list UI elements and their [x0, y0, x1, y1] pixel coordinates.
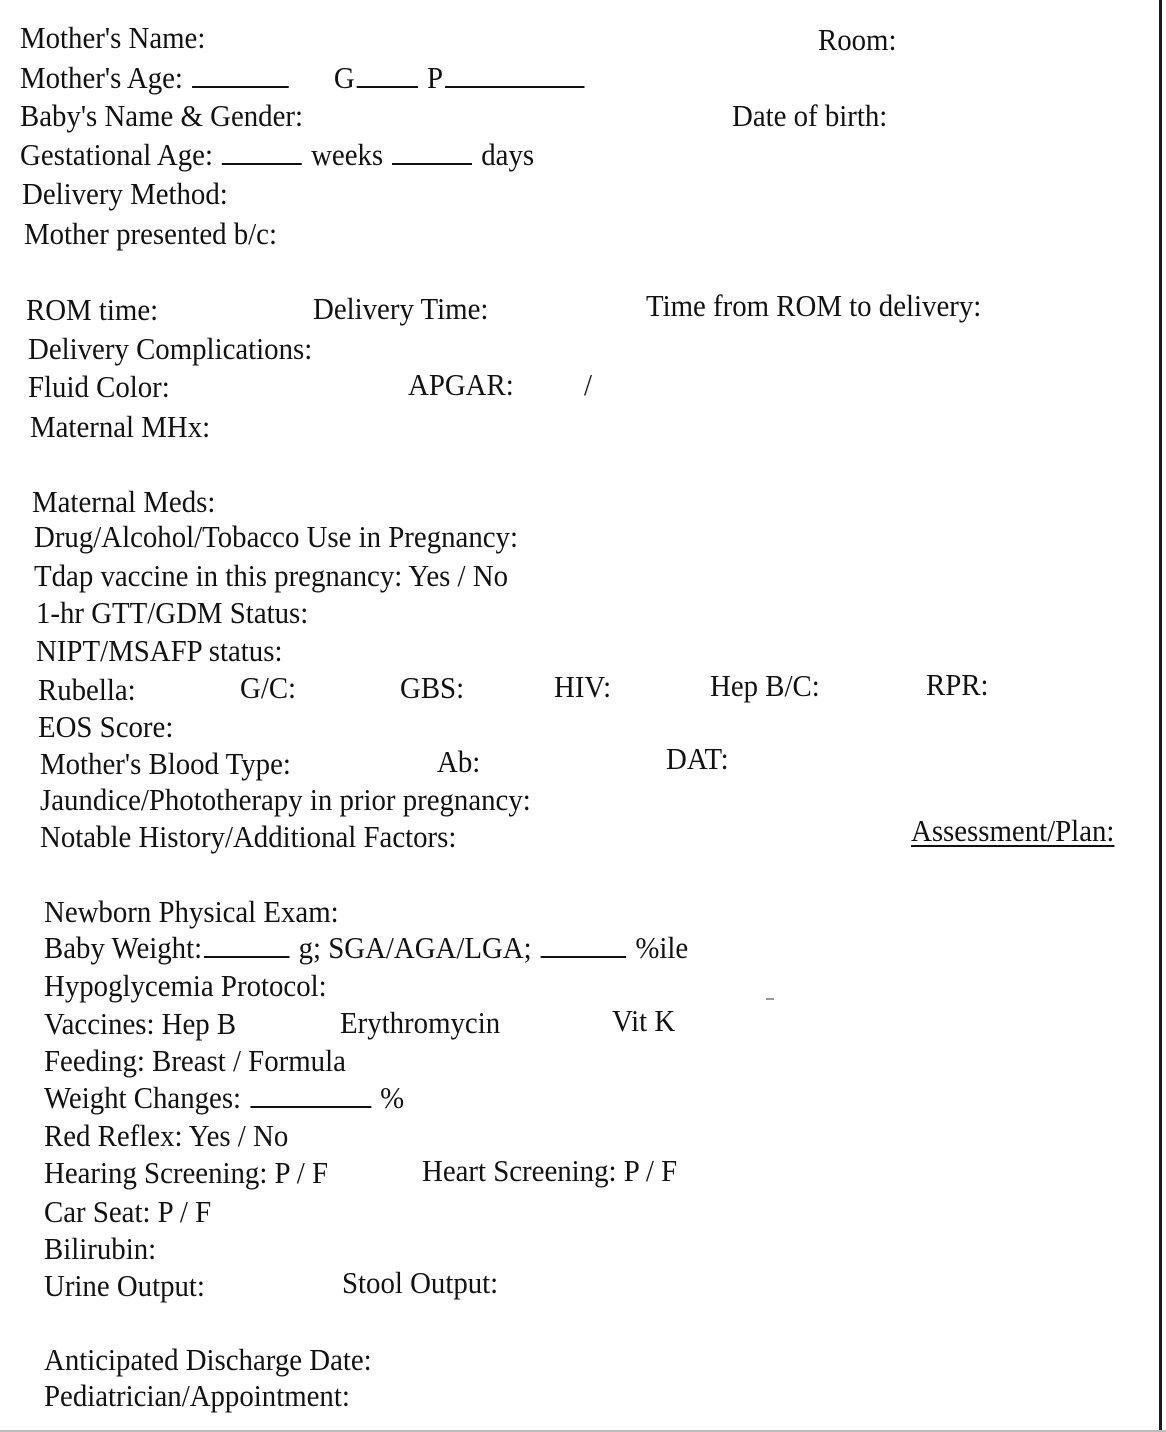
hearing-screening-label: Hearing Screening: P / F	[44, 1155, 328, 1190]
newborn-exam-label: Newborn Physical Exam:	[44, 894, 339, 929]
weight-changes-row	[44, 1080, 404, 1116]
mother-presented-label: Mother presented b/c:	[24, 216, 277, 251]
hypoglycemia-label: Hypoglycemia Protocol:	[44, 968, 327, 1003]
maternal-mhx-label: Maternal MHx:	[30, 409, 211, 444]
baby-weight-row	[44, 930, 688, 966]
assessment-plan-heading: Assessment/Plan:	[911, 813, 1115, 848]
date-of-birth-label: Date of birth:	[732, 98, 888, 133]
gravida-blank[interactable]	[357, 85, 418, 88]
delivery-complications-label: Delivery Complications:	[28, 331, 313, 366]
vaccines-hepb-label: Vaccines: Hep B	[44, 1006, 237, 1041]
urine-output-label: Urine Output:	[44, 1268, 205, 1303]
percent-label: %	[380, 1080, 405, 1115]
mothers-age-row	[20, 60, 586, 96]
gestational-age-label: Gestational Age:	[20, 137, 213, 172]
percentile-label: %ile	[635, 930, 689, 965]
fluid-color-label: Fluid Color:	[28, 369, 170, 404]
weight-unit-label: g; SGA/AGA/LGA;	[298, 930, 532, 965]
gbs-label: GBS:	[400, 670, 465, 705]
weeks-label: weeks	[311, 137, 384, 172]
para-label: P	[426, 60, 444, 95]
eos-score-label: EOS Score:	[38, 709, 174, 744]
gestational-age-row	[20, 137, 534, 173]
baby-weight-label: Baby Weight:	[44, 930, 203, 965]
pediatrician-label: Pediatrician/Appointment:	[44, 1378, 350, 1413]
rubella-label: Rubella:	[38, 672, 136, 707]
gtt-gdm-label: 1-hr GTT/GDM Status:	[36, 595, 309, 630]
mothers-age-label: Mother's Age:	[20, 60, 183, 95]
erythromycin-label: Erythromycin	[340, 1005, 501, 1040]
bilirubin-label: Bilirubin:	[44, 1231, 157, 1266]
jaundice-label: Jaundice/Phototherapy in prior pregnancy:	[40, 782, 531, 817]
blood-type-label: Mother's Blood Type:	[40, 746, 291, 781]
stool-output-label: Stool Output:	[342, 1265, 499, 1300]
mothers-age-blank[interactable]	[192, 85, 289, 88]
heart-screening-label: Heart Screening: P / F	[422, 1153, 678, 1188]
time-rom-to-delivery-label: Time from ROM to delivery:	[646, 288, 982, 323]
weeks-blank[interactable]	[222, 162, 302, 165]
percentile-blank[interactable]	[541, 955, 627, 958]
scan-speck	[766, 998, 774, 1000]
rpr-label: RPR:	[926, 667, 989, 702]
weight-changes-blank[interactable]	[250, 1105, 371, 1108]
weight-changes-label: Weight Changes:	[44, 1080, 242, 1115]
car-seat-label: Car Seat: P / F	[44, 1194, 212, 1229]
gravida-label: G	[333, 60, 355, 95]
tdap-label: Tdap vaccine in this pregnancy: Yes / No	[34, 558, 508, 593]
hep-bc-label: Hep B/C:	[710, 668, 820, 703]
ab-label: Ab:	[437, 744, 481, 779]
mothers-name-label: Mother's Name:	[20, 20, 206, 55]
gc-label: G/C:	[240, 670, 297, 705]
delivery-method-label: Delivery Method:	[22, 176, 228, 211]
apgar-label: APGAR:	[408, 367, 514, 402]
discharge-date-label: Anticipated Discharge Date:	[44, 1342, 372, 1377]
days-label: days	[481, 137, 535, 172]
baby-weight-blank[interactable]	[204, 955, 290, 958]
delivery-time-label: Delivery Time:	[313, 291, 489, 326]
maternal-meds-label: Maternal Meds:	[32, 484, 216, 519]
notable-history-label: Notable History/Additional Factors:	[40, 819, 457, 854]
para-blank[interactable]	[445, 85, 585, 88]
dat-label: DAT:	[666, 741, 729, 776]
hiv-label: HIV:	[554, 669, 612, 704]
babys-name-gender-label: Baby's Name & Gender:	[20, 98, 304, 133]
page-right-edge	[1159, 0, 1162, 1432]
drug-use-label: Drug/Alcohol/Tobacco Use in Pregnancy:	[34, 519, 518, 554]
apgar-slash: /	[584, 367, 593, 402]
red-reflex-label: Red Reflex: Yes / No	[44, 1118, 289, 1153]
room-label: Room:	[818, 22, 897, 57]
rom-time-label: ROM time:	[26, 292, 159, 327]
nipt-label: NIPT/MSAFP status:	[36, 633, 283, 668]
vit-k-label: Vit K	[612, 1003, 676, 1038]
days-blank[interactable]	[392, 162, 472, 165]
feeding-label: Feeding: Breast / Formula	[44, 1043, 346, 1078]
